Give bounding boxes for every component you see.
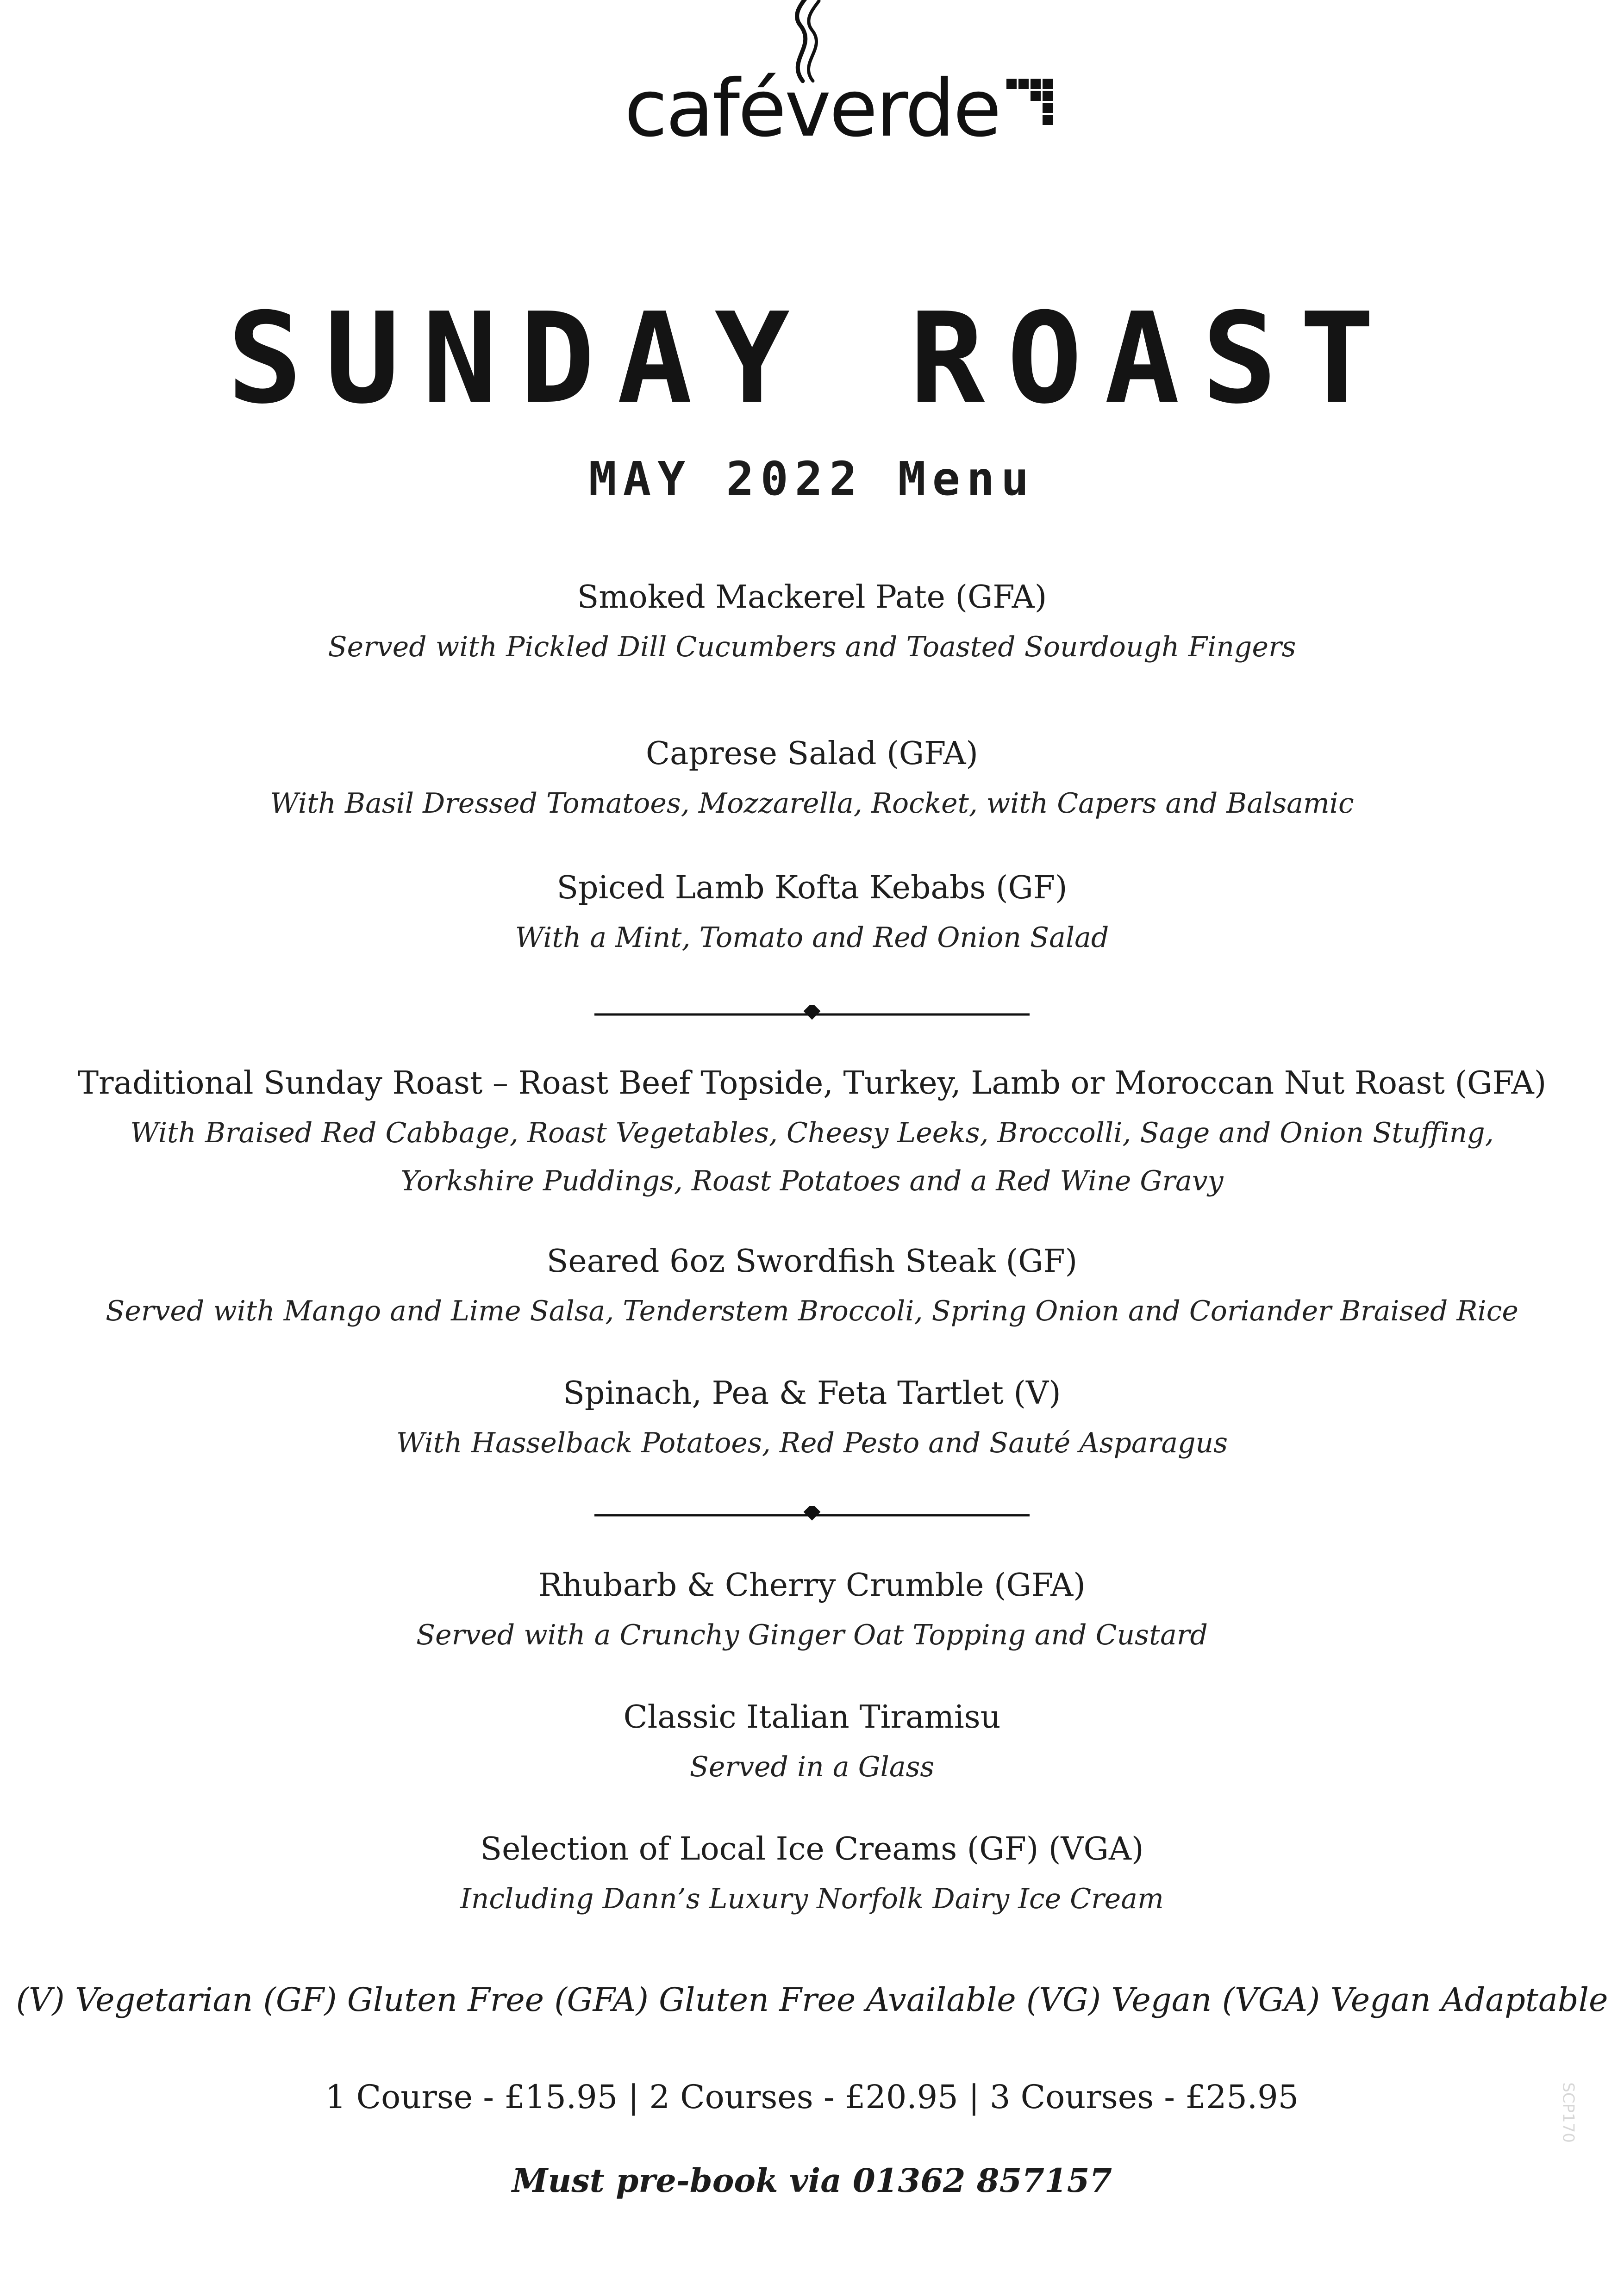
- dish-starter-2: [0, 735, 1624, 828]
- dish-dessert-2: [0, 1699, 1624, 1791]
- dish-description: With Hasselback Potatoes, Red Pesto and Sauté Asparagus: [396, 1426, 1228, 1459]
- dish-name: Spiced Lamb Kofta Kebabs (GF): [556, 870, 1068, 906]
- dish-description: With Braised Red Cabbage, Roast Vegetables, Cheesy Leeks, Broccolli, Sage and Onion Stuffing,: [130, 1116, 1494, 1149]
- dish-description: Served with Mango and Lime Salsa, Tenderstem Broccoli, Spring Onion and Coriander Braised Rice: [106, 1294, 1518, 1327]
- dish-name: Smoked Mackerel Pate (GFA): [577, 579, 1047, 616]
- dietary-legend: (V) Vegetarian (GF) Gluten Free (GFA) Gluten Free Available (VG) Vegan (VGA) Vegan Adaptable: [16, 1981, 1608, 2019]
- logo-wrap: [624, 63, 1000, 155]
- dish-dessert-1: [0, 1567, 1624, 1659]
- dish-starter-1: [0, 579, 1624, 671]
- squares-icon: [1006, 79, 1053, 125]
- dish-dessert-3: [0, 1830, 1624, 1923]
- dish-name: Rhubarb & Cherry Crumble (GFA): [538, 1567, 1086, 1604]
- menu-subtitle: MAY 2022 Menu: [588, 452, 1036, 506]
- menu-title: SUNDAY ROAST: [227, 286, 1397, 431]
- dish-main-2: [0, 1243, 1624, 1335]
- dish-description-line-2: Yorkshire Puddings, Roast Potatoes and a Red Wine Gravy: [400, 1164, 1224, 1197]
- section-divider: [594, 1005, 1030, 1024]
- dish-description: Served in a Glass: [689, 1750, 935, 1783]
- steam-icon: [784, 0, 835, 83]
- course-prices: 1 Course - £15.95 | 2 Courses - £20.95 | 3 Courses - £25.95: [325, 2078, 1299, 2116]
- logo: [0, 63, 1624, 155]
- dish-starter-3: [0, 869, 1624, 962]
- dish-description: With Basil Dressed Tomatoes, Mozzarella, Rocket, with Capers and Balsamic: [270, 787, 1354, 820]
- dish-name: Classic Italian Tiramisu: [623, 1699, 1001, 1736]
- dish-name: Selection of Local Ice Creams (GF) (VGA): [480, 1831, 1144, 1867]
- dish-name: Seared 6oz Swordfish Steak (GF): [546, 1243, 1078, 1280]
- dish-main-1: [0, 1064, 1624, 1205]
- dish-name: Traditional Sunday Roast – Roast Beef Topside, Turkey, Lamb or Moroccan Nut Roast (GFA): [77, 1065, 1547, 1101]
- dish-description: Served with Pickled Dill Cucumbers and Toasted Sourdough Fingers: [328, 630, 1296, 663]
- section-divider: [594, 1506, 1030, 1524]
- dish-description: Served with a Crunchy Ginger Oat Topping and Custard: [416, 1618, 1208, 1651]
- dish-description: With a Mint, Tomato and Red Onion Salad: [515, 921, 1109, 954]
- dish-name: Spinach, Pea & Feta Tartlet (V): [563, 1375, 1061, 1412]
- logo-wordmark: caféverde: [624, 63, 1000, 155]
- dish-name: Caprese Salad (GFA): [646, 735, 978, 772]
- document-code: SCP170: [1559, 2082, 1578, 2143]
- dish-description: Including Dann’s Luxury Norfolk Dairy Ice Cream: [460, 1882, 1164, 1915]
- dish-main-3: [0, 1375, 1624, 1467]
- prebook-note: Must pre-book via 01362 857157: [512, 2161, 1112, 2200]
